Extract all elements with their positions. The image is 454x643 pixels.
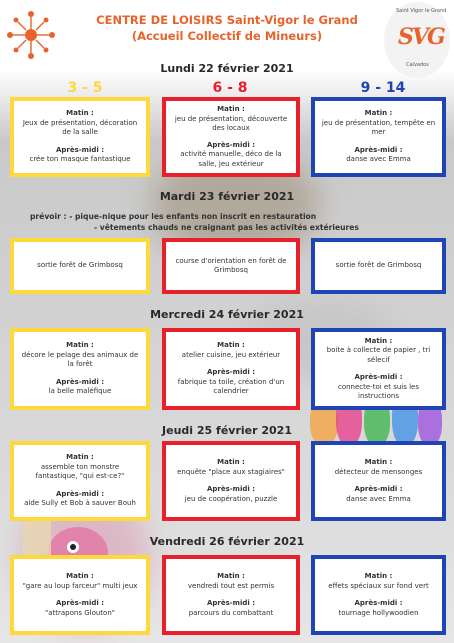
apres-midi-activity: activité manuelle, déco de la salle, jeu extérieur [180, 150, 282, 168]
matin-label: Matin : [364, 109, 393, 118]
apres-midi-label: Après-midi : [55, 599, 105, 607]
apres-midi-activity: aide Sully et Bob à sauver Bouh [24, 499, 136, 508]
centre-loisirs-logo [4, 6, 58, 64]
apres-midi-activity: crée ton masque fantastique [29, 155, 131, 164]
apres-midi-activity: tournage hollywoodien [338, 608, 419, 617]
matin-label: Matin : [217, 341, 245, 350]
apres-midi-label: Après-midi : [206, 140, 256, 149]
apres-midi-activity: la belle maléfique [48, 387, 112, 396]
matin-activity: décore le pelage des animaux de la forêt [21, 350, 139, 369]
matin-label: Matin : [364, 572, 393, 580]
matin-label: Matin : [217, 105, 245, 113]
matin-activity: "gare au loup farceur" multi jeux [22, 581, 138, 590]
matin-activity: assemble ton monstre fantastique, "qui est-ce?" [35, 462, 125, 481]
matin-label: Matin : [66, 341, 94, 350]
activity-card-lundi-6-8 [162, 97, 300, 177]
activity-card-mercredi-9-14 [311, 328, 446, 410]
matin-activity: détecteur de mensonges [334, 467, 423, 476]
activity-card-vendredi-6-8 [162, 555, 300, 635]
apres-midi-label: Après-midi : [354, 145, 403, 154]
prevoir-label: prévoir : [30, 212, 67, 221]
activity-card-jeudi-6-8 [162, 441, 300, 521]
day-title-mercredi: Mercredi 24 février 2021 [150, 308, 304, 321]
apres-midi-activity: connecte-toi et suis les instructions [337, 382, 419, 400]
full-day-activity: sortie forêt de Grimbosq [335, 261, 422, 270]
apres-midi-label: Après-midi : [354, 599, 403, 607]
matin-activity: jeu de présentation, découverte des locaux [174, 114, 288, 132]
activity-card-lundi-3-5 [10, 97, 150, 177]
apres-midi-label: Après-midi : [55, 377, 105, 386]
prevoir-item-1: - pique-nique pour les enfants non inscrit en restauration [69, 212, 317, 221]
page-title [70, 12, 384, 44]
matin-activity: jeu de présentation, tempête en mer [321, 118, 436, 137]
title-line-2: (Accueil Collectif de Mineurs) [131, 29, 323, 43]
logo-ring-top: Saint Vigor le Grand [396, 8, 447, 14]
day-title-lundi: Lundi 22 février 2021 [160, 62, 294, 75]
day-title-jeudi: Jeudi 25 février 2021 [162, 424, 292, 437]
apres-midi-activity: danse avec Emma [346, 155, 411, 164]
activity-card-mercredi-3-5 [10, 328, 150, 410]
matin-label: Matin : [217, 572, 245, 580]
apres-midi-label: Après-midi : [354, 373, 403, 381]
matin-label: Matin : [364, 336, 393, 345]
prevoir-item-2: - vêtements chauds ne craignant pas les activités extérieures [94, 223, 359, 232]
matin-activity: boite à collecte de papier , tri sélecif [326, 346, 431, 364]
activity-card-mardi-9-14 [311, 238, 446, 294]
apres-midi-label: Après-midi : [55, 489, 105, 498]
matin-activity: atelier cuisine, jeu extérieur [181, 350, 281, 359]
matin-label: Matin : [66, 453, 94, 462]
activity-card-jeudi-3-5 [10, 441, 150, 521]
full-day-activity: course d'orientation en forêt de Grimbosq [175, 256, 287, 274]
matin-label: Matin : [364, 458, 393, 466]
age-group-3-5: 3 - 5 [67, 80, 103, 96]
matin-activity: effets spéciaux sur fond vert [328, 581, 429, 590]
matin-label: Matin : [217, 458, 245, 466]
apres-midi-activity: fabrique ta toile, création d'un calendrier [177, 377, 285, 396]
apres-midi-activity: parcours du combattant [188, 608, 274, 617]
apres-midi-label: Après-midi : [206, 368, 256, 377]
apres-midi-label: Après-midi : [206, 485, 256, 493]
activity-card-vendredi-3-5 [10, 555, 150, 635]
apres-midi-activity: danse avec Emma [346, 494, 411, 503]
matin-label: Matin : [66, 109, 94, 118]
apres-midi-label: Après-midi : [206, 599, 256, 607]
activity-card-lundi-9-14 [311, 97, 446, 177]
activity-card-jeudi-9-14 [311, 441, 446, 521]
activity-card-vendredi-9-14 [311, 555, 446, 635]
matin-activity: Jeux de présentation, décoration de la salle [22, 118, 138, 137]
apres-midi-label: Après-midi : [354, 485, 403, 493]
age-group-6-8: 6 - 8 [212, 80, 248, 96]
day-title-mardi: Mardi 23 février 2021 [159, 190, 295, 203]
full-day-activity: sortie forêt de Grimbosq [37, 261, 123, 270]
activity-card-mardi-3-5 [10, 238, 150, 294]
activity-card-mardi-6-8 [162, 238, 300, 294]
logo-ring-bottom: Calvados [406, 62, 429, 68]
matin-activity: vendredi tout est permis [187, 581, 275, 590]
apres-midi-activity: jeu de coopération, puzzle [184, 494, 278, 503]
apres-midi-activity: "attrapons Glouton" [45, 608, 115, 617]
matin-label: Matin : [66, 572, 94, 580]
matin-activity: enquête "place aux stagiaires" [177, 467, 285, 476]
prevoir-note [30, 211, 450, 233]
logo-monogram: SVG [398, 24, 444, 50]
age-group-9-14: 9 - 14 [360, 80, 406, 96]
apres-midi-label: Après-midi : [55, 145, 105, 154]
day-title-vendredi: Vendredi 26 février 2021 [149, 535, 305, 548]
title-line-1: CENTRE DE LOISIRS Saint-Vigor le Grand [96, 13, 358, 27]
activity-card-mercredi-6-8 [162, 328, 300, 410]
